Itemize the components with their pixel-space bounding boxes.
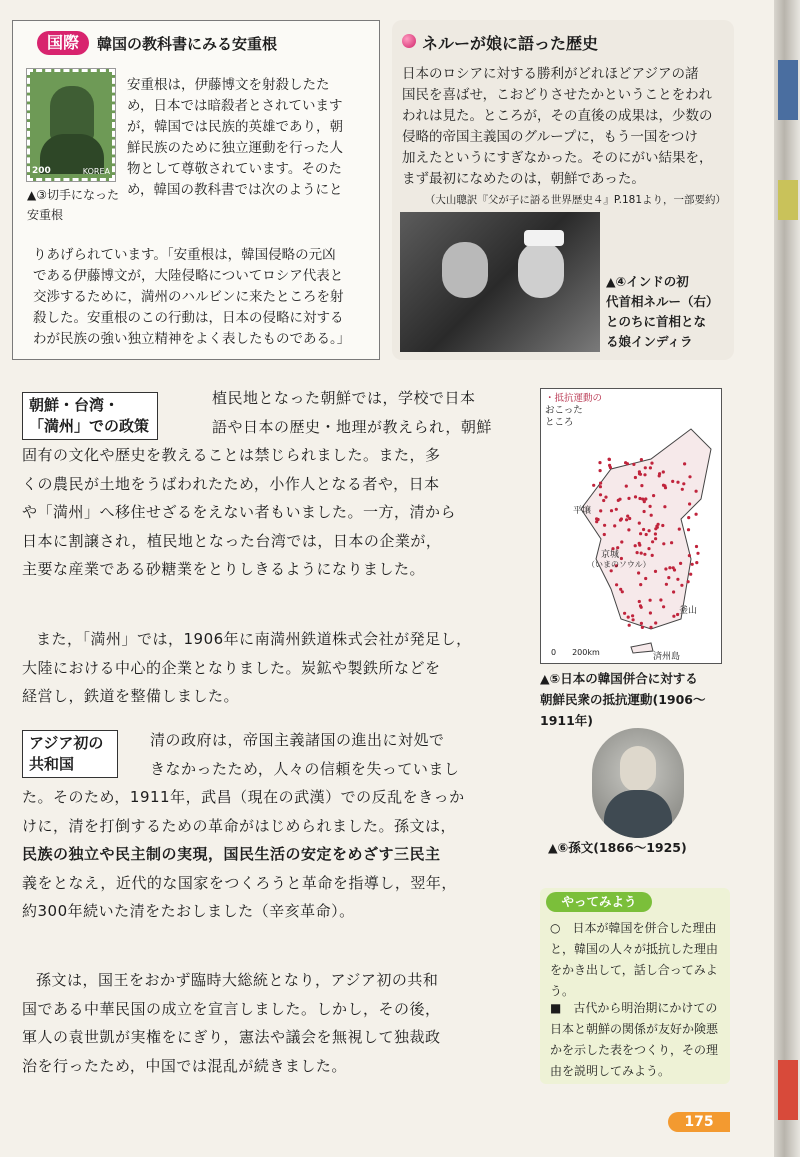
resistance-dot (631, 614, 634, 617)
city-label: 済州島 (653, 652, 681, 662)
resistance-dot (627, 497, 630, 500)
resistance-dot (683, 462, 686, 465)
map-caption (540, 668, 730, 731)
nehru-column-box (392, 20, 734, 360)
resistance-dot (599, 482, 602, 485)
photo-body (604, 790, 672, 838)
resistance-dot (688, 475, 691, 478)
resistance-dot (632, 463, 635, 466)
resistance-dot (658, 474, 661, 477)
caption-line: 1911年) (540, 713, 594, 728)
resistance-dot (670, 541, 673, 544)
resistance-dot (662, 542, 665, 545)
text-line: 固有の文化や歴史を教えることは禁じられました。また，多 (22, 446, 441, 464)
text-line: 国民を喜ばせ，こおどりさせたかということをわれ (402, 87, 713, 103)
resistance-dot (645, 533, 648, 536)
resistance-dot (665, 583, 668, 586)
edge-tab (778, 180, 798, 220)
resistance-dot (603, 524, 606, 527)
resistance-dot (643, 473, 646, 476)
resistance-dot (638, 497, 641, 500)
resistance-dot (654, 537, 657, 540)
text-line: 義をとなえ，近代的な国家をつくろうと革命を指導し，翌年， (22, 873, 457, 892)
text-line: 清の政府は，帝国主義諸国の進出に対処で (150, 731, 445, 749)
text-line: 主要な産業である砂糖業をとりしきるようになりました。 (22, 560, 426, 578)
text-line: 軍人の袁世凱が実権をにぎり，憲法や議会を無視して独裁政 (22, 1028, 441, 1046)
resistance-dot (639, 532, 642, 535)
resistance-dot (680, 584, 683, 587)
resistance-dot (654, 532, 657, 535)
legend-line: ところ (545, 417, 574, 428)
text-line: 国である中華民国の成立を宣言しました。しかし，その後， (22, 999, 441, 1018)
resistance-dot (615, 508, 618, 511)
korea-body-upper (127, 75, 373, 201)
resistance-dot (604, 496, 607, 499)
resistance-dot (688, 554, 691, 557)
text-line: 治を行ったため，中国では混乱が続きました。 (22, 1056, 347, 1075)
map-legend (545, 393, 602, 429)
korea-box-title: 韓国の教科書にみる安重根 (97, 35, 278, 53)
text-line: きなかったため，人々の信頼を失っていまし (150, 759, 460, 778)
resistance-dot (640, 552, 643, 555)
resistance-dot (634, 544, 637, 547)
nehru-body (402, 64, 726, 190)
resistance-dot (695, 513, 698, 516)
resistance-dot (657, 523, 660, 526)
resistance-dot (678, 528, 681, 531)
resistance-dot (599, 485, 602, 488)
resistance-dot (649, 611, 652, 614)
resistance-dot (671, 480, 674, 483)
text-line: われは見た。ところが，その直後の成果は，少数の (402, 108, 713, 124)
caption-line: 代首相ネルー（右） (606, 294, 719, 309)
map-svg (541, 389, 721, 663)
resistance-dot (672, 566, 675, 569)
bullet-icon (402, 34, 416, 48)
text-line: が，韓国では民族的英雄であり，朝 (127, 119, 343, 135)
resistance-dot (643, 553, 646, 556)
resistance-dot (650, 514, 653, 517)
text-line: である伊藤博文が，大陸侵略についてロシア代表と (33, 268, 344, 284)
text-line: 民族の独立や民主制の実現，国民生活の安定をめざす三民主 (22, 845, 441, 863)
korea-column-box (12, 20, 380, 360)
resistance-dot (661, 524, 664, 527)
resistance-dot (651, 540, 654, 543)
resistance-dot (687, 580, 690, 583)
text-line: 経営し，鉄道を整備しました。 (22, 687, 240, 705)
kokusai-badge: 国際 (37, 31, 89, 55)
resistance-dot (636, 551, 639, 554)
resistance-dot (689, 573, 692, 576)
resistance-dot (619, 588, 622, 591)
stamp-image (27, 69, 115, 181)
text-line: りあげられています。「安重根は，韓国侵略の元凶 (33, 247, 336, 263)
section1-para1-indent (212, 384, 492, 441)
try-item-1: ○ 日本が韓国を併合した理由と，韓国の人々が抵抗した理由をかき出して，話し合ってみよう。 (550, 921, 719, 998)
section2-para2 (22, 966, 532, 1080)
text-line: 孫文は，国王をおかず臨時大総統となり，アジア初の共和 (36, 971, 439, 989)
photo-cap-shape (524, 230, 564, 246)
resistance-dot (615, 583, 618, 586)
section2-para1-indent (150, 726, 459, 783)
resistance-dot (659, 598, 662, 601)
nehru-source: （大山聰訳『父が子に語る世界歴史４』P.181より，一部要約） (424, 194, 726, 206)
heading-line: 共和国 (29, 755, 75, 773)
resistance-dot (638, 600, 641, 603)
resistance-dot (625, 485, 628, 488)
legend-line: おこった (545, 405, 583, 416)
resistance-dot (649, 599, 652, 602)
resistance-dot (639, 583, 642, 586)
resistance-dot (632, 618, 635, 621)
text-line: た。そのため，1911年，武昌（現在の武漢）での反乱をきっか (22, 788, 465, 806)
resistance-dot (672, 590, 675, 593)
resistance-dot (664, 567, 667, 570)
resistance-dot (654, 621, 657, 624)
try-item-2: ■ 古代から明治期にかけての日本と朝鮮の関係が友好か険悪かを示した表をつくり，その理由を説明してみよう。 (550, 1001, 719, 1078)
resistance-dot (688, 502, 691, 505)
stamp-country: KOREA (82, 167, 110, 176)
resistance-dot (641, 626, 644, 629)
resistance-dot (638, 472, 641, 475)
city-label: 釜山 (679, 606, 698, 616)
section1-para2 (22, 625, 532, 711)
resistance-dot (599, 469, 602, 472)
text-line: 侵略的帝国主義国のグループに，もう一国をつけ (402, 129, 698, 145)
text-line: 植民地となった朝鮮では，学校で日本 (212, 389, 476, 407)
resistance-dot (644, 466, 647, 469)
city-label: 平壌 (573, 506, 592, 516)
resistance-dot (592, 484, 595, 487)
section-heading-colonial-policy (22, 392, 158, 440)
text-line: 殺した。安重根のこの行動は，日本の侵略に対する (33, 310, 344, 326)
resistance-dot (598, 461, 601, 464)
resistance-dot (610, 509, 613, 512)
photo-figure-indira (442, 242, 488, 298)
resistance-dot (623, 612, 626, 615)
caption-line: とのちに首相とな (606, 314, 707, 329)
resistance-dot (679, 562, 682, 565)
text-line: けに，清を打倒するための革命がはじめられました。孫文は， (22, 816, 457, 835)
text-line: まず最初になめたのは，朝鮮であった。 (402, 171, 645, 187)
resistance-dot (643, 500, 646, 503)
text-line: また，「満州」では，1906年に南満州鉄道株式会社が発足し， (36, 630, 472, 648)
nehru-box-title: ネルーが娘に語った歴史 (422, 34, 599, 53)
resistance-dot (695, 545, 698, 548)
resistance-dot (682, 482, 685, 485)
resistance-dot (664, 486, 667, 489)
text-line: 物として尊敬されています。そのた (127, 161, 342, 177)
resistance-dot (687, 516, 690, 519)
resistance-dot (676, 481, 679, 484)
resistance-dot (662, 484, 665, 487)
edge-tab (778, 1060, 798, 1120)
city-label: （いまのソウル） (587, 560, 651, 569)
text-line: 鮮民族のために独立運動を行った人 (127, 140, 343, 156)
stamp-caption: ▲③切手になった安重根 (27, 188, 119, 222)
resistance-dot (687, 528, 690, 531)
text-line: 安重根は，伊藤博文を射殺したた (127, 77, 330, 93)
resistance-dot (637, 571, 640, 574)
text-line: 語や日本の歴史・地理が教えられ，朝鮮 (212, 417, 492, 436)
photo-figure-nehru (518, 242, 564, 298)
resistance-dot (696, 552, 699, 555)
caption-line: 朝鮮民衆の抵抗運動(1906～ (540, 692, 706, 707)
resistance-dot (634, 495, 637, 498)
text-line: や「満州」へ移住せざるをえない者もいました。一方，清から (22, 503, 457, 521)
text-line: わが民族の強い独立精神をよく表したものである。」 (33, 331, 351, 347)
resistance-dot (642, 528, 645, 531)
page-number: 175 (668, 1112, 730, 1132)
caption-line: る娘インディラ (606, 334, 693, 349)
section1-para1 (22, 441, 532, 584)
korea-resistance-map (540, 388, 722, 664)
legend-line: ・抵抗運動の (545, 393, 603, 404)
page-edge (774, 0, 800, 1157)
resistance-dot (595, 520, 598, 523)
resistance-dot (652, 494, 655, 497)
sun-yatsen-caption: ▲⑥孫文(1866～1925) (548, 840, 687, 855)
resistance-dot (640, 458, 643, 461)
map-scale: 0 200km (551, 648, 600, 657)
resistance-dot (648, 529, 651, 532)
resistance-dot (617, 499, 620, 502)
resistance-dot (640, 484, 643, 487)
resistance-dot (668, 566, 671, 569)
city-label: 京城 (601, 550, 620, 560)
resistance-dot (625, 518, 628, 521)
resistance-dot (695, 490, 698, 493)
text-line: め，日本では暗殺者とされています (127, 98, 343, 114)
resistance-dot (644, 577, 647, 580)
jeju-island (631, 643, 653, 653)
section-heading-first-republic (22, 730, 118, 778)
resistance-dot (691, 563, 694, 566)
resistance-dot (603, 533, 606, 536)
text-line: 日本のロシアに対する勝利がどれほどアジアの諸 (402, 66, 699, 82)
resistance-dot (613, 524, 616, 527)
korea-peninsula (581, 429, 711, 629)
text-line: くの農民が土地をうばわれたため，小作人となる者や，日本 (22, 474, 440, 493)
resistance-dot (638, 522, 641, 525)
resistance-dot (662, 470, 665, 473)
photo-face (620, 746, 656, 792)
resistance-dot (626, 515, 629, 518)
resistance-dot (643, 510, 646, 513)
try-it-box (540, 888, 730, 1084)
resistance-dot (647, 547, 650, 550)
resistance-dot (663, 505, 666, 508)
text-line: め，韓国の教科書では次のようにと (127, 182, 343, 198)
sun-yatsen-photo (592, 728, 684, 838)
resistance-dot (608, 458, 611, 461)
resistance-dot (649, 466, 652, 469)
resistance-dot (626, 462, 629, 465)
text-line: 交渉するために，満州のハルビンに来たところを射 (33, 289, 344, 305)
caption-line: ▲⑤日本の韓国併合に対する (540, 671, 698, 686)
resistance-dot (634, 476, 637, 479)
caption-line: ▲④インドの初 (606, 274, 689, 289)
resistance-dot (672, 615, 675, 618)
nehru-photo (400, 212, 600, 352)
resistance-dot (627, 528, 630, 531)
edge-tab (778, 60, 798, 120)
nehru-photo-caption (606, 272, 730, 352)
resistance-dot (640, 622, 643, 625)
text-line: 約300年続いた清をたおしました（辛亥革命）。 (22, 902, 355, 920)
try-it-tag: やってみよう (546, 892, 652, 912)
resistance-dot (662, 605, 665, 608)
resistance-dot (599, 493, 602, 496)
resistance-dot (627, 616, 630, 619)
text-line: 日本に割譲され，植民地となった台湾では，日本の企業が， (22, 531, 442, 550)
heading-line: 「満州」での政策 (29, 417, 150, 435)
korea-body-lower (33, 245, 373, 350)
resistance-dot (654, 570, 657, 573)
resistance-dot (649, 626, 652, 629)
text-line: 加えたというにすぎなかった。そのにがい結果を， (402, 150, 713, 166)
resistance-dot (620, 517, 623, 520)
heading-line: 朝鮮・台湾・ (29, 396, 120, 414)
resistance-dot (667, 576, 670, 579)
resistance-dot (608, 464, 611, 467)
text-line: 大陸における中心的企業となりました。炭鉱や製鉄所などを (22, 658, 441, 677)
resistance-dot (649, 505, 652, 508)
resistance-dot (695, 561, 698, 564)
heading-line: アジア初の (29, 734, 104, 752)
resistance-dot (599, 509, 602, 512)
section2-para1 (22, 783, 532, 926)
resistance-dot (628, 624, 631, 627)
resistance-dot (651, 554, 654, 557)
resistance-dot (595, 517, 598, 520)
resistance-dot (676, 578, 679, 581)
resistance-dot (650, 462, 653, 465)
resistance-dot (602, 499, 605, 502)
resistance-dot (639, 604, 642, 607)
resistance-dot (681, 488, 684, 491)
stamp-value: 200 (32, 166, 51, 176)
resistance-dot (620, 540, 623, 543)
resistance-dot (638, 542, 641, 545)
